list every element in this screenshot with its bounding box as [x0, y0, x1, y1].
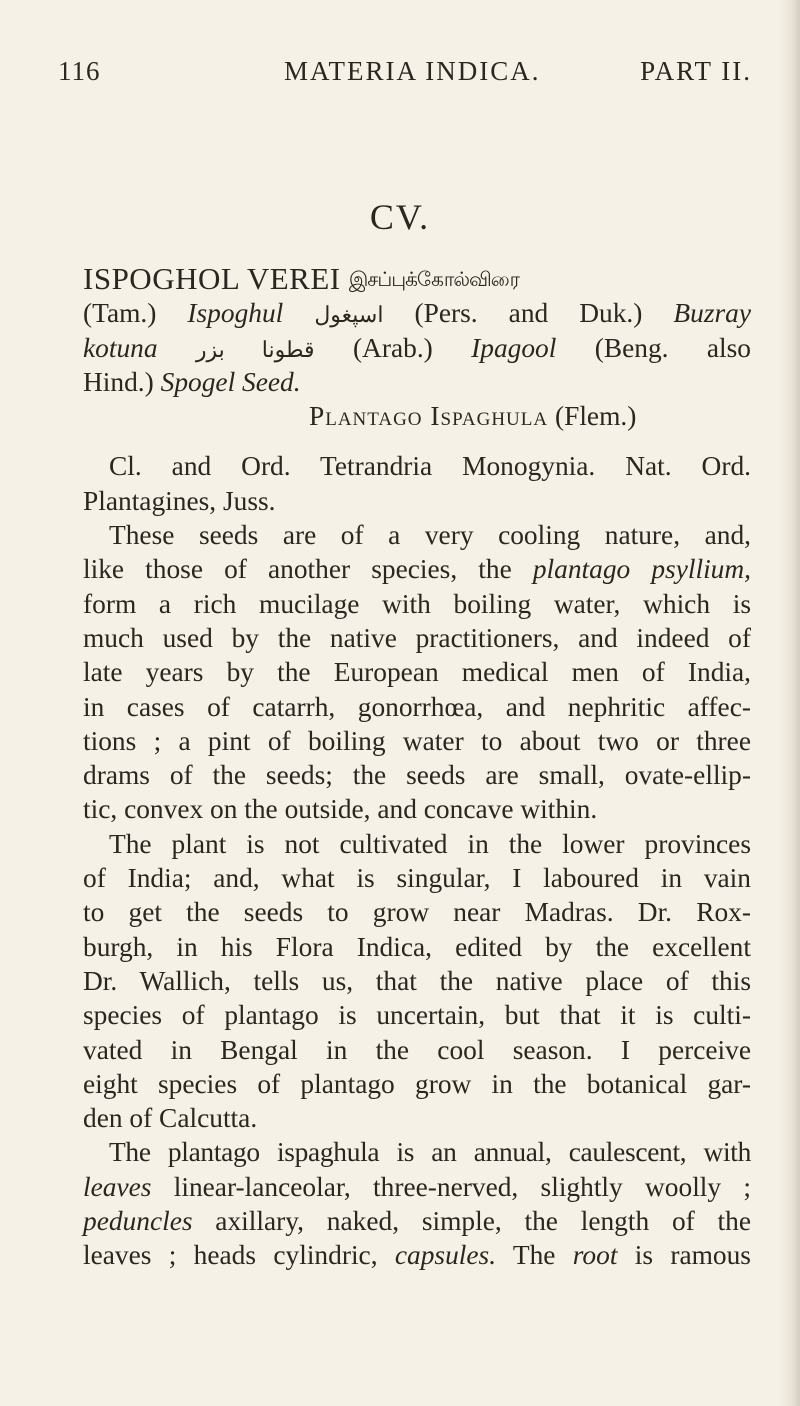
- paragraph-line: to get the seeds to grow near Madras. Dr. Rox-: [83, 897, 751, 928]
- paragraph-line: den of Calcutta.: [83, 1103, 258, 1134]
- botanical-name-line: [83, 399, 751, 433]
- italic-run: leaves: [83, 1171, 152, 1202]
- paragraph-line: The plant is not cultivated in the lower provinces: [109, 828, 751, 859]
- lang-bengali: (Beng. also: [594, 332, 751, 363]
- lang-tamil: (Tam.): [83, 298, 157, 329]
- paragraph-line: [83, 1204, 751, 1238]
- italic-run: plantago psyllium,: [532, 554, 751, 585]
- text-run: linear-lanceolar, three-nerved, slightly woolly ;: [151, 1171, 751, 1202]
- italic-run: root: [572, 1240, 618, 1271]
- paragraph-line: The plantago ispaghula is an annual, caulescent, with: [109, 1137, 751, 1168]
- text-run: like those of another species, the: [83, 554, 533, 585]
- text-run: The: [496, 1240, 573, 1271]
- persian-name: اسپغول: [314, 302, 384, 328]
- paragraph-line: late years by the European medical men of India,: [83, 657, 751, 688]
- botanical-authority: (Flem.): [554, 401, 637, 432]
- paragraph-line: much used by the native practitioners, and indeed of: [83, 622, 751, 653]
- lang-arabic: (Arab.): [352, 332, 433, 363]
- entry-title-line: [83, 262, 751, 296]
- page-body: [83, 262, 751, 1273]
- paragraph-line: eight species of plantago grow in the botanical gar-: [83, 1068, 751, 1099]
- synonyms-line-3: [83, 365, 751, 399]
- entry-name: ISPOGHOL VEREI: [83, 261, 341, 296]
- text-run: leaves ; heads cylindric,: [83, 1240, 395, 1271]
- synonym-ipagool: Ipagool: [471, 332, 557, 363]
- paragraph-line: Cl. and Ord. Tetrandria Monogynia. Nat. Ord.: [109, 451, 751, 482]
- part-label: PART II.: [640, 56, 752, 86]
- paragraph-line: [83, 1170, 751, 1204]
- paragraph-line: of India; and, what is singular, I laboured in vain: [83, 863, 751, 894]
- running-title: MATERIA INDICA.: [284, 56, 541, 86]
- paragraph-line: species of plantago is uncertain, but that it is culti-: [83, 1000, 751, 1031]
- paragraph-line: [83, 1238, 751, 1272]
- botanical-name: Plantago Ispaghula: [309, 401, 549, 432]
- paragraph-line: Plantagines, Juss.: [83, 485, 276, 516]
- italic-run: peduncles: [83, 1206, 193, 1237]
- tamil-name: இசப்புக்கோல்விரை: [348, 269, 519, 291]
- arabic-name: قطونا بزر: [195, 336, 315, 362]
- text-run: axillary, naked, simple, the length of the: [192, 1206, 751, 1237]
- paragraph-line: tions ; a pint of boiling water to about two or three: [83, 725, 751, 756]
- lang-hindi: Hind.): [83, 366, 154, 397]
- paragraph-line: form a rich mucilage with boiling water, which is: [83, 588, 751, 619]
- running-header: [58, 56, 752, 96]
- synonym-ispoghul: Ispoghul: [187, 298, 284, 329]
- paragraph-line: drams of the seeds; the seeds are small, ovate-ellip-: [83, 760, 751, 791]
- paragraph-line: These seeds are of a very cooling nature, and,: [109, 520, 751, 551]
- text-run: is ramous: [617, 1240, 751, 1271]
- synonyms-line-1: [83, 296, 751, 330]
- paragraph-line: Dr. Wallich, tells us, that the native place of this: [83, 965, 751, 996]
- paragraph-line: tic, convex on the outside, and concave within.: [83, 794, 598, 825]
- lang-persian: (Pers. and Duk.): [414, 298, 643, 329]
- synonym-buzray: Buzray: [673, 298, 752, 329]
- synonyms-line-2: [83, 331, 751, 365]
- paragraph-line: burgh, in his Flora Indica, edited by the excellent: [83, 931, 751, 962]
- paragraph-line: vated in Bengal in the cool season. I perceive: [83, 1034, 751, 1065]
- paragraph-line: in cases of catarrh, gonorrhœa, and nephritic affec-: [83, 691, 751, 722]
- italic-run: capsules.: [394, 1240, 497, 1271]
- page-number: 116: [58, 56, 101, 86]
- synonym-spogel-seed: Spogel Seed.: [160, 366, 301, 397]
- section-number: CV.: [369, 197, 431, 237]
- synonym-kotuna: kotuna: [83, 332, 158, 363]
- paragraph-line: [83, 552, 751, 586]
